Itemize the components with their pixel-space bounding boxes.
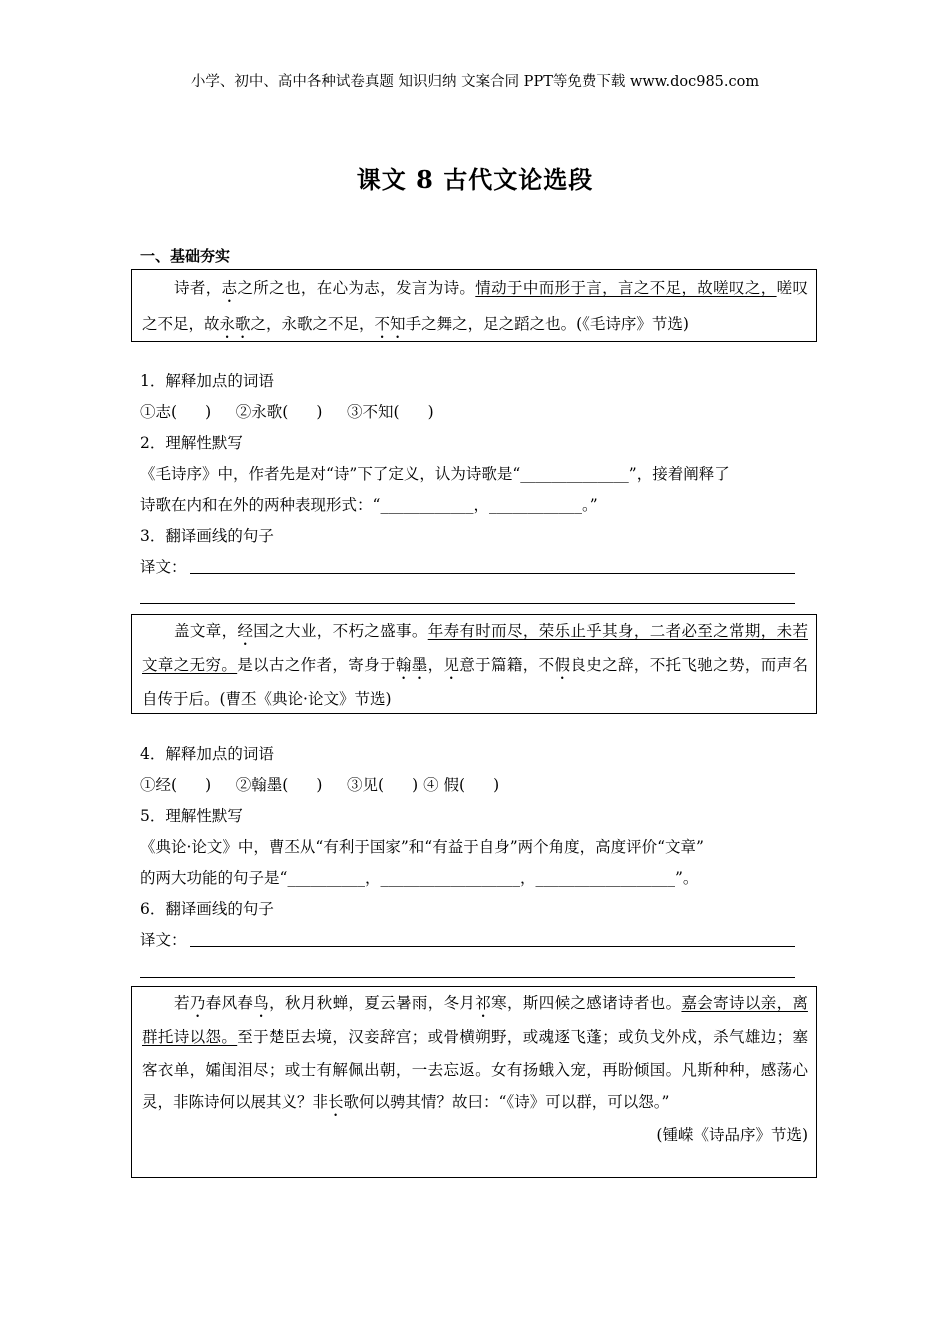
dotted-word: 乃: [189, 994, 206, 1012]
passage-mao-shi-xu: 诗者，志之所之也，在心为志，发言为诗。情动于中而形于言，言之不足，故嗟叹之，嗟叹之不足，故永歌之，永歌之不足，不知手之舞之，足之蹈之也。(《毛诗序》节选): [131, 269, 817, 342]
question-6-answer-label: 译文：: [140, 931, 187, 949]
passage-shi-pin-xu: 若乃春风春鸟，秋月秋蝉，夏云暑雨，冬月祁寒，斯四候之感诸诗者也。嘉会寄诗以亲，离群托诗以怨。至于楚臣去境，汉妾辞宫；或骨横朔野，或魂逐飞蓬；或负戈外戍，杀气雄边；塞客衣单，孀闺泪尽；或士有解佩出朝，一去忘返。女有扬蛾入宠，再盼倾国。凡斯种种，感荡心灵，非陈诗何以展其义？非长歌何以骋其情？故曰：“《诗》可以群，可以怨。” (锺嵘《诗品序》节选): [131, 986, 817, 1178]
question-5-line-1: 《典论·论文》中，曹丕从“有利于国家”和“有益于自身”两个角度，高度评价“文章”: [140, 838, 704, 856]
underlined-sentence: 年寿有时而尽，荣乐止乎其身，二者必至之常期，未若文章之无穷。: [142, 622, 808, 674]
answer-blank[interactable]: ______________: [520, 465, 629, 483]
answer-blank[interactable]: __________________: [380, 869, 520, 887]
dotted-word: 长: [328, 1093, 344, 1111]
passage-dian-lun-lun-wen: 盖文章，经国之大业，不朽之盛事。年寿有时而尽，荣乐止乎其身，二者必至之常期，未若文章之无穷。是以古之作者，寄身于翰墨，见意于篇籍，不假良史之辞，不托飞驰之势，而声名自传于后。(曹丕《典论·论文》节选): [131, 614, 817, 714]
dotted-word: 祁: [475, 994, 492, 1012]
answer-blank[interactable]: __________: [287, 869, 365, 887]
question-5-line-2: 的两大功能的句子是“__________，__________________，__________________”。: [140, 869, 699, 887]
dotted-word: 见: [443, 656, 460, 674]
dotted-word: 假: [554, 656, 571, 674]
question-5-title: 5．理解性默写: [140, 807, 243, 825]
question-2-line-2: 诗歌在内和在外的两种表现形式：“____________，____________。”: [140, 496, 598, 514]
dotted-word: 翰墨: [395, 656, 428, 674]
answer-line[interactable]: [190, 573, 795, 574]
page-title: 课文 8 古代文论选段: [356, 165, 594, 194]
question-3-answer-label: 译文：: [140, 558, 187, 576]
page-header: 小学、初中、高中各种试卷真题 知识归纳 文案合同 PPT等免费下载 www.doc985.com: [190, 74, 760, 90]
question-2-line-1: 《毛诗序》中，作者先是对“诗”下了定义，认为诗歌是“______________”，接着阐释了: [140, 465, 730, 483]
answer-blank[interactable]: ____________: [380, 496, 474, 514]
answer-line[interactable]: [140, 603, 795, 604]
answer-blank[interactable]: ____________: [488, 496, 582, 514]
question-1-title: 1．解释加点的词语: [140, 372, 274, 390]
question-3-title: 3．翻译画线的句子: [140, 527, 274, 545]
section-heading: 一、基础夯实: [140, 247, 231, 265]
questions-1-3: [140, 366, 816, 583]
dotted-word: 永歌: [219, 315, 251, 333]
answer-blank[interactable]: __________________: [535, 869, 675, 887]
answer-line[interactable]: [190, 946, 795, 947]
question-1-items: ①志( ) ②永歌( ) ③不知( ): [140, 403, 434, 421]
question-4-title: 4．解释加点的词语: [140, 745, 274, 763]
question-2-title: 2．理解性默写: [140, 434, 243, 452]
answer-line[interactable]: [140, 977, 795, 978]
dotted-word: 志: [221, 279, 238, 297]
dotted-word: 鸟: [253, 994, 270, 1012]
dotted-word: 经: [237, 622, 254, 640]
underlined-sentence: 嘉会寄诗以亲，离群托诗以怨。: [142, 994, 808, 1046]
questions-4-6: [140, 739, 816, 956]
dotted-word: 不知: [374, 315, 406, 333]
question-4-items: ①经( ) ②翰墨( ) ③见( ) ④ 假( ): [140, 776, 500, 794]
question-6-title: 6．翻译画线的句子: [140, 900, 274, 918]
passage-source: (锺嵘《诗品序》节选): [656, 1126, 808, 1144]
underlined-sentence: 情动于中而形于言，言之不足，故嗟叹之，: [475, 279, 777, 297]
